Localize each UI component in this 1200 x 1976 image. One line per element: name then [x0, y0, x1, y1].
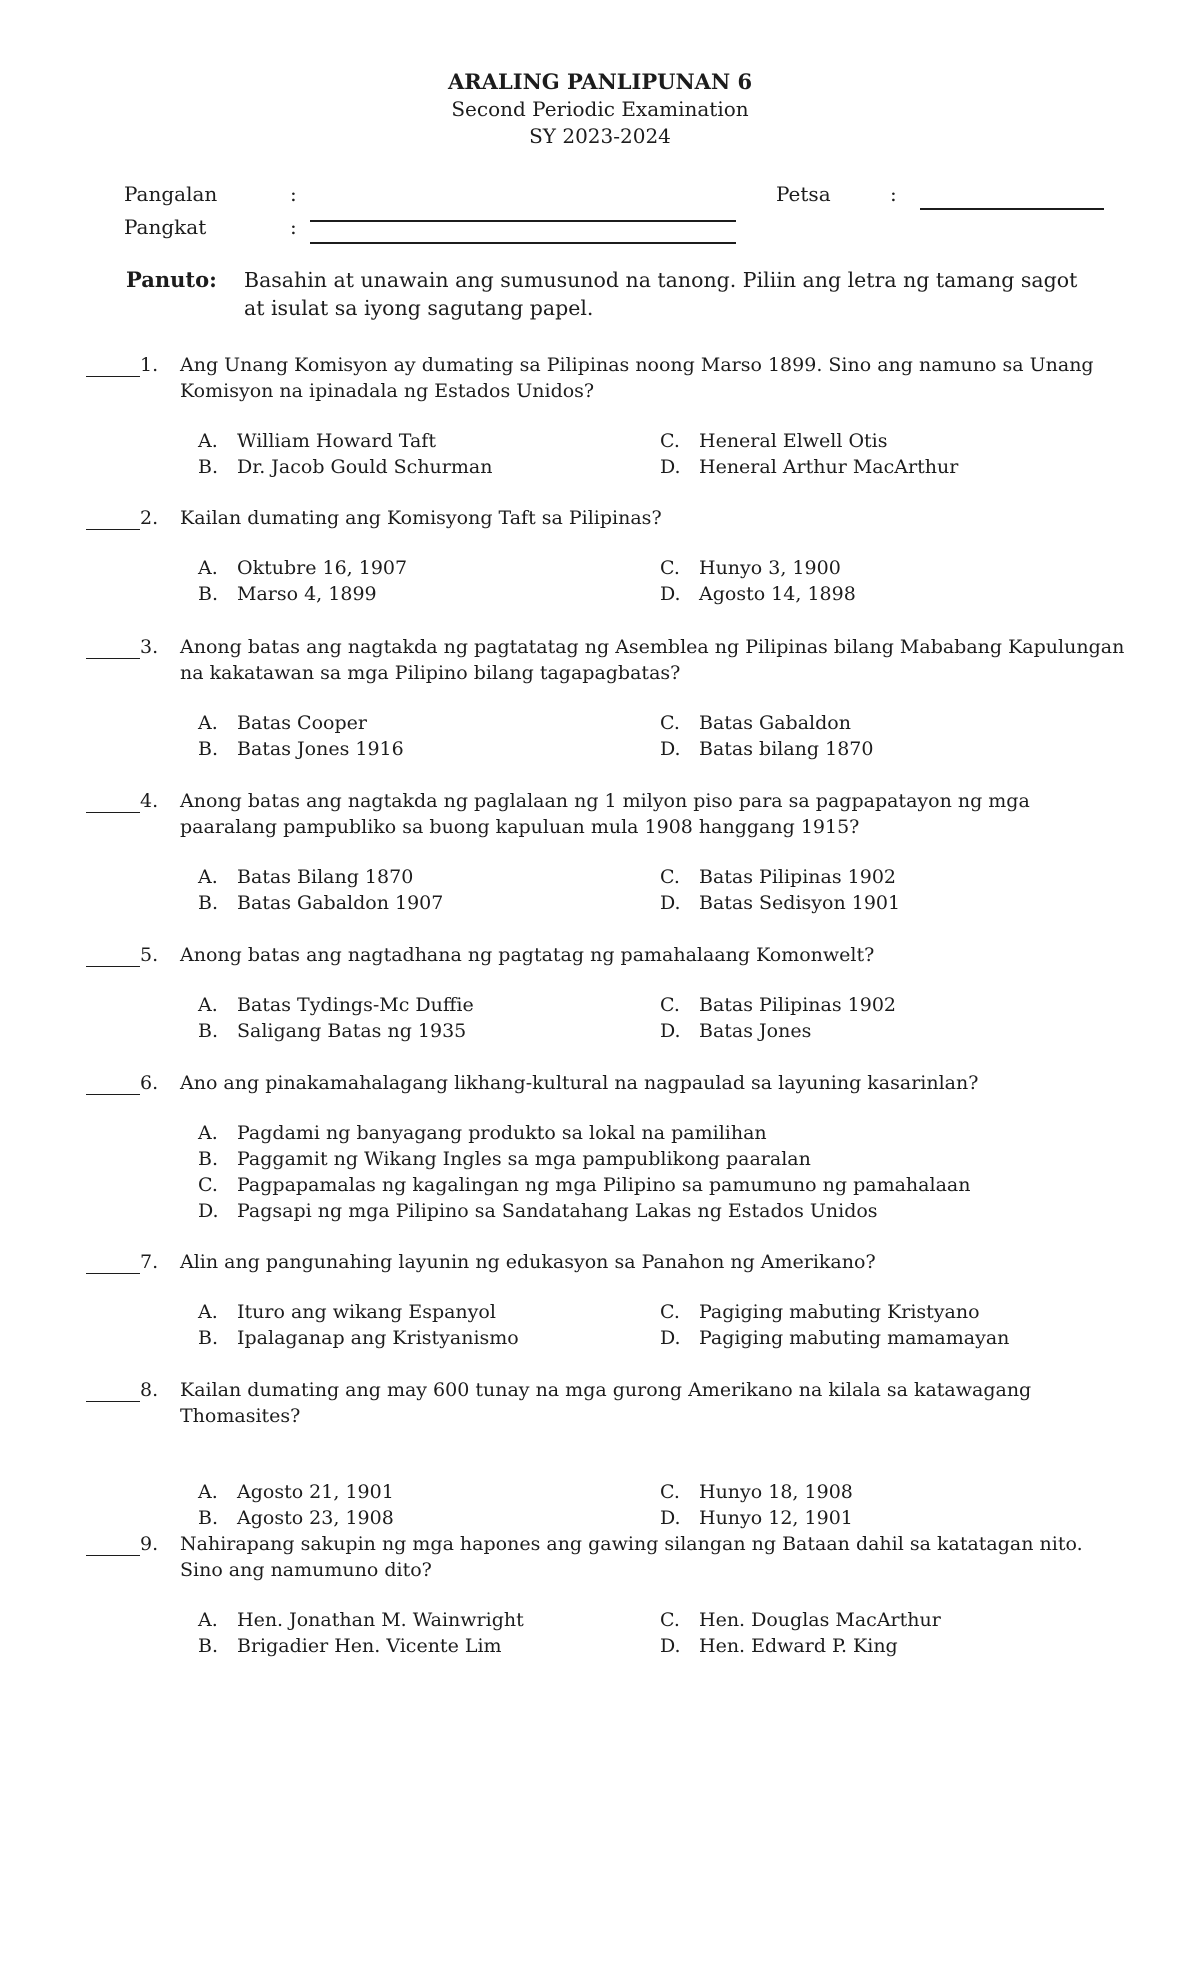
question-8 [86, 1377, 1126, 1531]
choice-d[interactable] [660, 1018, 1100, 1044]
choice-text: Batas Pilipinas 1902 [699, 866, 897, 888]
choices-1 [198, 428, 1126, 480]
question-text: Anong batas ang nagtadhana ng pagtatag ng pamahalaang Komonwelt? [180, 944, 875, 966]
choice-text: Hen. Jonathan M. Wainwright [237, 1609, 524, 1631]
question-2 [86, 505, 1126, 607]
answer-blank-6[interactable] [86, 1070, 140, 1095]
choice-letter: C. [660, 557, 680, 579]
answer-blank-8[interactable] [86, 1377, 140, 1402]
choice-a[interactable] [198, 1607, 660, 1633]
section-label: Pangkat [124, 215, 207, 239]
choice-letter: C. [198, 1174, 218, 1196]
choice-d[interactable] [660, 890, 1100, 916]
choice-b[interactable] [198, 581, 660, 607]
answer-blank-3[interactable] [86, 634, 140, 659]
choices-2 [198, 555, 1126, 607]
choice-text: Pagsapi ng mga Pilipino sa Sandatahang Lakas ng Estados Unidos [237, 1200, 878, 1222]
question-number: 4. [140, 790, 159, 812]
choices-4 [198, 864, 1126, 916]
choice-letter: D. [660, 1635, 681, 1657]
choice-text: Hen. Edward P. King [699, 1635, 898, 1657]
choice-text: Batas Bilang 1870 [237, 866, 414, 888]
answer-blank-5[interactable] [86, 942, 140, 967]
choice-letter: A. [198, 557, 218, 579]
question-number: 2. [140, 507, 159, 529]
choice-c[interactable] [198, 1172, 1100, 1198]
date-label: Petsa [776, 182, 831, 206]
question-text: Nahirapang sakupin ng mga hapones ang gawing silangan ng Bataan dahil sa katatagan nito. Sino ang namumuno dito? [180, 1533, 1083, 1581]
choice-text: Pagpapamalas ng kagalingan ng mga Pilipino sa pamumuno ng pamahalaan [237, 1174, 971, 1196]
choice-text: Hunyo 12, 1901 [699, 1507, 853, 1529]
choice-letter: A. [198, 430, 218, 452]
choice-letter: D. [660, 1327, 681, 1349]
choice-letter: D. [660, 738, 681, 760]
question-7 [86, 1249, 1126, 1351]
choice-b[interactable] [198, 736, 660, 762]
choice-letter: B. [198, 583, 219, 605]
choice-letter: D. [660, 1020, 681, 1042]
question-4 [86, 788, 1126, 916]
choice-letter: B. [198, 456, 219, 478]
choice-letter: A. [198, 712, 218, 734]
choice-text: Batas Tydings-Mc Duffie [237, 994, 474, 1016]
choice-c[interactable] [660, 864, 1100, 890]
answer-blank-9[interactable] [86, 1531, 140, 1556]
choice-text: Dr. Jacob Gould Schurman [237, 456, 493, 478]
choice-b[interactable] [198, 1018, 660, 1044]
choice-b[interactable] [198, 1325, 660, 1351]
question-number: 3. [140, 636, 159, 658]
question-text: Ano ang pinakamahalagang likhang-kultural na nagpaulad sa layuning kasarinlan? [180, 1072, 979, 1094]
directions-label: Panuto: [126, 267, 217, 292]
choice-text: Batas Gabaldon 1907 [237, 892, 444, 914]
choice-c[interactable] [660, 1479, 1100, 1505]
question-number: 6. [140, 1072, 159, 1094]
question-number: 5. [140, 944, 159, 966]
choice-text: Marso 4, 1899 [237, 583, 377, 605]
choices-9 [198, 1607, 1126, 1659]
question-text: Kailan dumating ang Komisyong Taft sa Pilipinas? [180, 507, 662, 529]
choice-letter: A. [198, 866, 218, 888]
choice-text: Batas Jones [699, 1020, 812, 1042]
question-text: Ang Unang Komisyon ay dumating sa Pilipinas noong Marso 1899. Sino ang namuno sa Unang Komisyon na ipinadala ng Estados Unidos? [180, 354, 1094, 402]
choice-text: Heneral Elwell Otis [699, 430, 888, 452]
choice-text: Ipalaganap ang Kristyanismo [237, 1327, 519, 1349]
choice-c[interactable] [660, 1607, 1100, 1633]
choice-letter: B. [198, 1148, 219, 1170]
choice-b[interactable] [198, 1505, 660, 1531]
name-colon: : [290, 182, 297, 206]
choice-a[interactable] [198, 1120, 1100, 1146]
choice-a[interactable] [198, 992, 660, 1018]
choice-d[interactable] [660, 1325, 1100, 1351]
choice-a[interactable] [198, 428, 660, 454]
choice-letter: C. [660, 1301, 680, 1323]
choice-text: Batas Pilipinas 1902 [699, 994, 897, 1016]
choice-letter: A. [198, 1481, 218, 1503]
choice-d[interactable] [198, 1198, 1100, 1224]
choice-c[interactable] [660, 710, 1100, 736]
choice-c[interactable] [660, 428, 1100, 454]
choices-8 [198, 1479, 1126, 1531]
answer-blank-4[interactable] [86, 788, 140, 813]
choice-letter: B. [198, 892, 219, 914]
choice-text: Ituro ang wikang Espanyol [237, 1301, 496, 1323]
choice-letter: C. [660, 712, 680, 734]
section-colon: : [290, 215, 297, 239]
choice-text: Heneral Arthur MacArthur [699, 456, 959, 478]
choice-letter: D. [660, 583, 681, 605]
choice-text: Saligang Batas ng 1935 [237, 1020, 467, 1042]
choice-text: Hunyo 18, 1908 [699, 1481, 853, 1503]
choice-text: Batas Jones 1916 [237, 738, 404, 760]
exam-subtitle: Second Periodic Examination [451, 97, 749, 121]
choice-letter: C. [660, 866, 680, 888]
choice-letter: B. [198, 1635, 219, 1657]
question-number: 9. [140, 1533, 159, 1555]
question-number: 8. [140, 1379, 159, 1401]
answer-blank-7[interactable] [86, 1249, 140, 1274]
choice-text: Agosto 23, 1908 [237, 1507, 394, 1529]
question-1 [86, 352, 1126, 480]
choice-text: Batas bilang 1870 [699, 738, 874, 760]
choice-letter: A. [198, 1609, 218, 1631]
choice-text: Agosto 14, 1898 [699, 583, 856, 605]
choice-letter: C. [660, 430, 680, 452]
choice-text: Pagdami ng banyagang produkto sa lokal na pamilihan [237, 1122, 767, 1144]
question-number: 1. [140, 354, 159, 376]
choice-d[interactable] [660, 736, 1100, 762]
name-label: Pangalan [124, 182, 218, 206]
question-5 [86, 942, 1126, 1044]
choice-d[interactable] [660, 1633, 1100, 1659]
choices-3 [198, 710, 1126, 762]
choice-text: Batas Gabaldon [699, 712, 851, 734]
question-text: Anong batas ang nagtakda ng pagtatatag ng Asemblea ng Pilipinas bilang Mababang Kapulungan na kakatawan sa mga Pilipino bilang tagapagbatas? [180, 636, 1125, 684]
choice-b[interactable] [198, 454, 660, 480]
school-year: SY 2023-2024 [529, 124, 671, 148]
name-field[interactable] [310, 220, 736, 222]
choice-a[interactable] [198, 555, 660, 581]
section-field[interactable] [310, 242, 736, 244]
choices-7 [198, 1299, 1126, 1351]
choice-d[interactable] [660, 454, 1100, 480]
date-field[interactable] [920, 208, 1104, 210]
choice-letter: D. [660, 892, 681, 914]
choices-5 [198, 992, 1126, 1044]
choice-c[interactable] [660, 1299, 1100, 1325]
choice-d[interactable] [660, 581, 1100, 607]
exam-header [0, 68, 1200, 150]
choice-text: Oktubre 16, 1907 [237, 557, 408, 579]
choice-text: William Howard Taft [237, 430, 436, 452]
choice-b[interactable] [198, 890, 660, 916]
choice-text: Pagiging mabuting mamamayan [699, 1327, 1010, 1349]
choice-a[interactable] [198, 710, 660, 736]
answer-blank-2[interactable] [86, 505, 140, 530]
choice-text: Hen. Douglas MacArthur [699, 1609, 941, 1631]
choices-6 [198, 1120, 1126, 1224]
question-text: Kailan dumating ang may 600 tunay na mga gurong Amerikano na kilala sa katawagang Thomasites? [180, 1379, 1032, 1427]
choice-b[interactable] [198, 1633, 660, 1659]
choice-letter: B. [198, 1020, 219, 1042]
choice-a[interactable] [198, 1299, 660, 1325]
choice-letter: D. [660, 456, 681, 478]
choice-b[interactable] [198, 1146, 1100, 1172]
directions-text: Basahin at unawain ang sumusunod na tanong. Piliin ang letra ng tamang sagot at isulat sa iyong sagutang papel. [244, 268, 1078, 320]
exam-title: ARALING PANLIPUNAN 6 [447, 69, 753, 94]
choice-text: Brigadier Hen. Vicente Lim [237, 1635, 502, 1657]
choice-text: Batas Cooper [237, 712, 367, 734]
choice-text: Hunyo 3, 1900 [699, 557, 841, 579]
choice-letter: C. [660, 1609, 680, 1631]
choice-letter: B. [198, 1327, 219, 1349]
choice-letter: D. [198, 1200, 219, 1222]
choice-text: Pagiging mabuting Kristyano [699, 1301, 980, 1323]
question-6 [86, 1070, 1126, 1224]
choice-letter: D. [660, 1507, 681, 1529]
choice-text: Agosto 21, 1901 [237, 1481, 394, 1503]
choice-c[interactable] [660, 992, 1100, 1018]
choice-letter: A. [198, 994, 218, 1016]
choice-a[interactable] [198, 864, 660, 890]
choice-letter: B. [198, 738, 219, 760]
choice-letter: C. [660, 1481, 680, 1503]
choice-letter: A. [198, 1301, 218, 1323]
choice-text: Paggamit ng Wikang Ingles sa mga pampublikong paaralan [237, 1148, 811, 1170]
date-colon: : [890, 182, 897, 206]
question-text: Alin ang pangunahing layunin ng edukasyon sa Panahon ng Amerikano? [180, 1251, 876, 1273]
choice-letter: A. [198, 1122, 218, 1144]
choice-c[interactable] [660, 555, 1100, 581]
choice-text: Batas Sedisyon 1901 [699, 892, 901, 914]
question-9 [86, 1531, 1126, 1659]
choice-letter: B. [198, 1507, 219, 1529]
question-number: 7. [140, 1251, 159, 1273]
question-text: Anong batas ang nagtakda ng paglalaan ng 1 milyon piso para sa pagpapatayon ng mga paaralang pampubliko sa buong kapuluan mula 1908 hanggang 1915? [180, 790, 1030, 838]
choice-letter: C. [660, 994, 680, 1016]
question-3 [86, 634, 1126, 762]
answer-blank-1[interactable] [86, 352, 140, 377]
choice-a[interactable] [198, 1479, 660, 1505]
choice-d[interactable] [660, 1505, 1100, 1531]
